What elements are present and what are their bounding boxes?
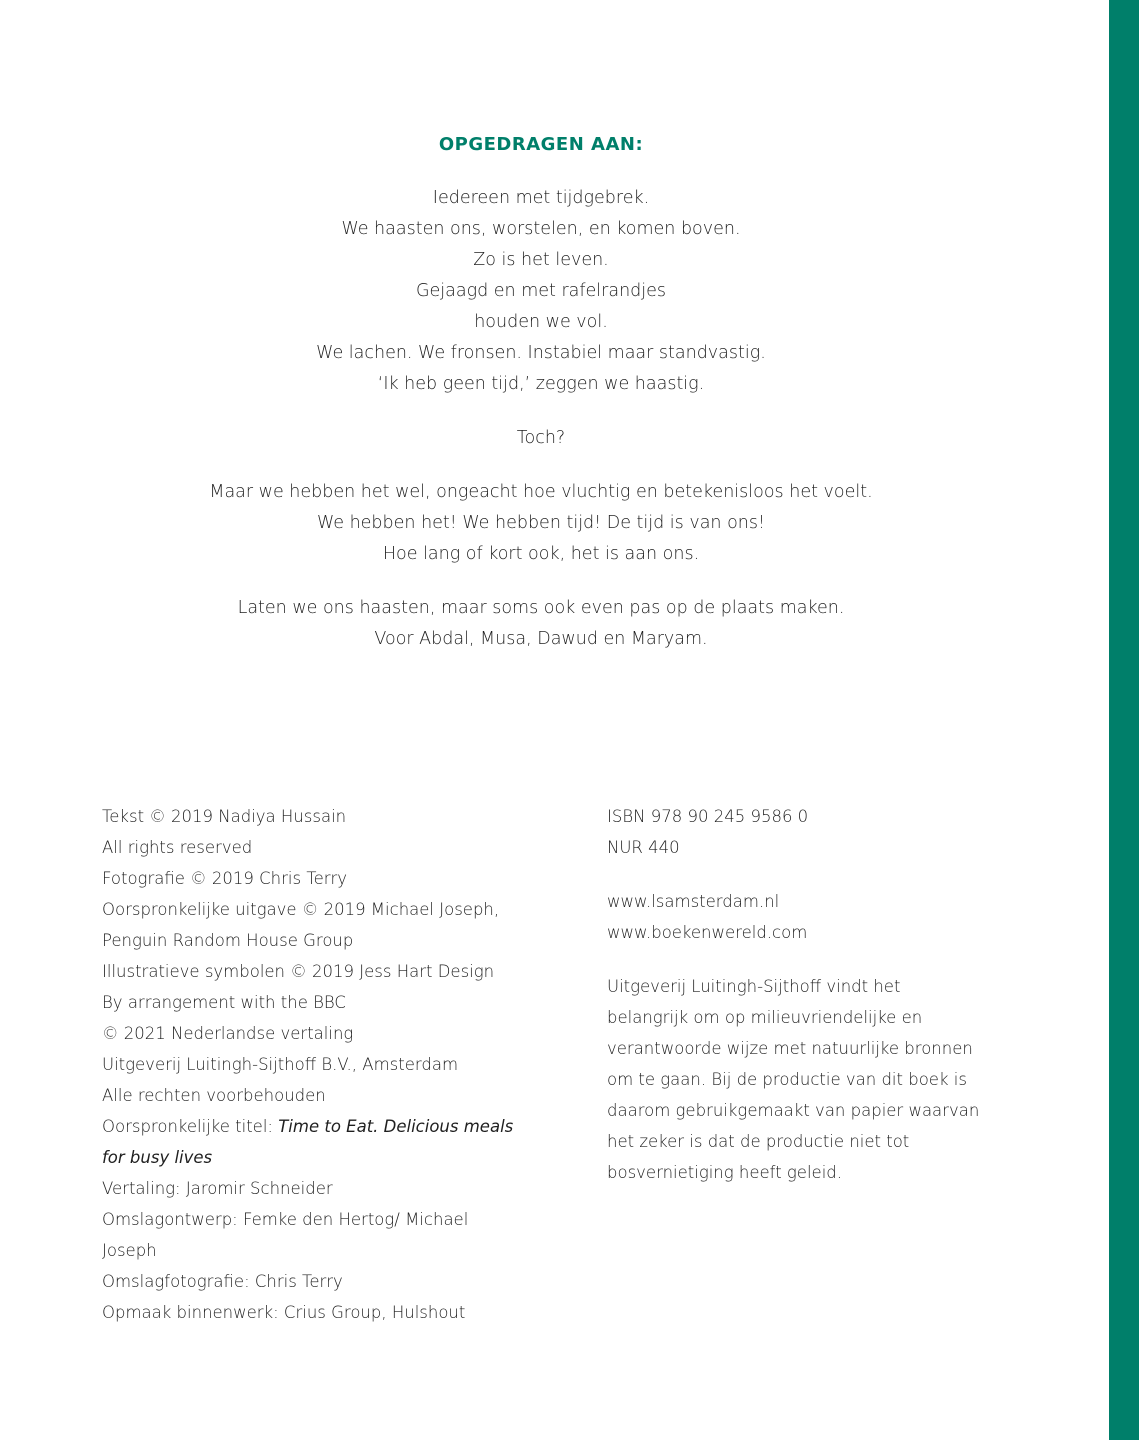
credit-line: Illustratieve symbolen © 2019 Jess Hart Design <box>102 962 495 981</box>
colophon-publisher-info <box>607 801 1027 1188</box>
poem-line: We haasten ons, worstelen, en komen boven. <box>341 219 741 239</box>
dedication-heading: OPGEDRAGEN AAN: <box>438 134 644 155</box>
poem-line: Maar we hebben het wel, ongeacht hoe vluchtig en betekenisloos het voelt. <box>209 482 873 502</box>
credit-line: Vertaling: Jaromir Schneider <box>102 1179 333 1198</box>
poem-line: Laten we ons haasten, maar soms ook even pas op de plaats maken. <box>237 598 845 618</box>
credit-line: Opmaak binnenwerk: Crius Group, Hulshout <box>102 1303 466 1322</box>
original-title-line <box>102 1111 562 1142</box>
poem-line: ‘Ik heb geen tijd,’ zeggen we haastig. <box>377 374 705 394</box>
credit-line: Alle rechten voorbehouden <box>102 1086 326 1105</box>
original-title-continued: for busy lives <box>102 1148 213 1167</box>
credit-line: Fotografie © 2019 Chris Terry <box>102 869 348 888</box>
environment-statement-line: om te gaan. Bij de productie van dit boek is <box>607 1070 967 1089</box>
credit-line: By arrangement with the BBC <box>102 993 346 1012</box>
environment-statement-line: daarom gebruikgemaakt van papier waarvan <box>607 1101 980 1120</box>
environment-statement-line: verantwoorde wijze met natuurlijke bronnen <box>607 1039 973 1058</box>
original-title-label: Oorspronkelijke titel: <box>102 1117 279 1136</box>
environment-statement-line: het zeker is dat de productie niet tot <box>607 1132 910 1151</box>
poem-line: We hebben het! We hebben tijd! De tijd is van ons! <box>316 513 766 533</box>
poem-line: We lachen. We fronsen. Instabiel maar standvastig. <box>316 343 766 363</box>
poem-line: houden we vol. <box>474 312 608 332</box>
nur-code: NUR 440 <box>607 838 680 857</box>
poem-line: Zo is het leven. <box>473 250 609 270</box>
credit-line: Penguin Random House Group <box>102 931 354 950</box>
credit-line: Joseph <box>102 1241 157 1260</box>
dedication-section <box>0 128 1082 678</box>
isbn-number: ISBN 978 90 245 9586 0 <box>607 807 809 826</box>
website-link-boekenwereld[interactable]: www.boekenwereld.com <box>607 923 808 942</box>
website-link-lsamsterdam[interactable]: www.lsamsterdam.nl <box>607 892 780 911</box>
side-accent-bar <box>1109 0 1139 1440</box>
credit-line: Omslagfotografie: Chris Terry <box>102 1272 343 1291</box>
poem-line: Voor Abdal, Musa, Dawud en Maryam. <box>374 629 708 649</box>
credit-line: Omslagontwerp: Femke den Hertog/ Michael <box>102 1210 469 1229</box>
credit-line: © 2021 Nederlandse vertaling <box>102 1024 354 1043</box>
poem-line: Hoe lang of kort ook, het is aan ons. <box>382 544 700 564</box>
credit-line: Uitgeverij Luitingh-Sijthoff B.V., Amsterdam <box>102 1055 459 1074</box>
dedication-stanza-1 <box>0 183 1082 400</box>
dedication-stanza-3 <box>0 477 1082 570</box>
environment-statement-line: belangrijk om op milieuvriendelijke en <box>607 1008 923 1027</box>
original-title: Time to Eat. Delicious meals <box>278 1117 514 1136</box>
spacer <box>607 948 1027 971</box>
dedication-stanza-4 <box>0 593 1082 655</box>
credit-line: Tekst © 2019 Nadiya Hussain <box>102 807 347 826</box>
dedication-stanza-2 <box>0 423 1082 454</box>
colophon-credits <box>102 801 562 1328</box>
poem-line: Toch? <box>516 428 566 448</box>
environment-statement-line: Uitgeverij Luitingh-Sijthoff vindt het <box>607 977 901 996</box>
environment-statement-line: bosvernietiging heeft geleid. <box>607 1163 842 1182</box>
poem-line: Gejaagd en met rafelrandjes <box>415 281 667 301</box>
credit-line: Oorspronkelijke uitgave © 2019 Michael Joseph, <box>102 900 500 919</box>
spacer <box>607 863 1027 886</box>
credit-line: All rights reserved <box>102 838 253 857</box>
poem-line: Iedereen met tijdgebrek. <box>432 188 650 208</box>
